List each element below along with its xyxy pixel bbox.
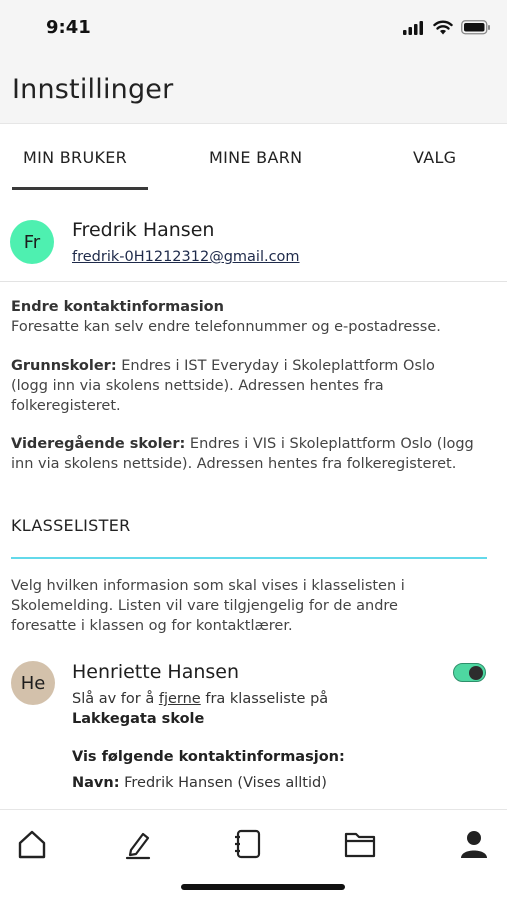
- show-contact-heading-line: [72, 747, 345, 767]
- primary-school-label: Grunnskoler:: [11, 358, 117, 374]
- status-icons: [403, 20, 491, 35]
- contact-info-block: [11, 297, 497, 337]
- battery-icon: [461, 20, 491, 35]
- wifi-icon: [433, 20, 453, 35]
- home-indicator: [181, 884, 345, 890]
- profile-icon[interactable]: [458, 828, 490, 860]
- header: [0, 56, 507, 124]
- tab-mine-barn[interactable]: MINE BARN: [209, 148, 303, 167]
- tab-bar: [0, 124, 507, 192]
- class-list-description: [11, 576, 497, 636]
- folder-icon[interactable]: [344, 828, 376, 860]
- remove-prefix: Slå av for å: [72, 691, 159, 707]
- profile-name: Fredrik Hansen: [72, 219, 215, 241]
- primary-school-text-2: (logg inn via skolens nettside). Adressen hentes fra: [11, 378, 384, 394]
- class-list-description-2: Skolemelding. Listen vil vare tilgjengelig for de andre: [11, 598, 398, 614]
- active-tab-indicator: [12, 187, 148, 190]
- class-list-description-3: foresatte i klassen og for kontaktlærer.: [11, 618, 293, 634]
- contact-info-line: Foresatte kan selv endre telefonnummer og e-postadresse.: [11, 319, 441, 335]
- school-name: Lakkegata skole: [72, 711, 205, 727]
- secondary-school-label: Videregående skoler:: [11, 436, 186, 452]
- secondary-school-info: [11, 434, 497, 474]
- section-title-klasselister: KLASSELISTER: [11, 516, 131, 535]
- status-time: 9:41: [46, 17, 91, 38]
- tab-valg[interactable]: VALG: [413, 148, 457, 167]
- remove-suffix: fra klasseliste på: [200, 691, 329, 707]
- primary-school-text-1: Endres i IST Everyday i Skoleplattform Oslo: [116, 358, 435, 374]
- secondary-school-text-2: inn via skolens nettside). Adressen hentes fra folkeregisteret.: [11, 456, 457, 472]
- show-contact-heading: Vis følgende kontaktinformasjon:: [72, 749, 345, 765]
- school-name-line: [72, 709, 204, 729]
- child-avatar: He: [11, 661, 55, 705]
- primary-school-text-3: folkeregisteret.: [11, 398, 121, 414]
- profile-email-link[interactable]: fredrik-0H1212312@gmail.com: [72, 249, 300, 265]
- remove-link[interactable]: fjerne: [158, 691, 201, 707]
- contact-info-heading: Endre kontaktinformasion: [11, 299, 224, 315]
- contact-name-label: Navn:: [72, 775, 120, 791]
- class-list-toggle[interactable]: [453, 663, 486, 682]
- contact-name-line: [72, 773, 327, 793]
- section-divider: [11, 557, 487, 559]
- tab-min-bruker[interactable]: MIN BRUKER: [23, 148, 128, 167]
- class-list-description-1: Velg hvilken informasion som skal vises i klasselisten i: [11, 578, 405, 594]
- child-name: Henriette Hansen: [72, 661, 240, 683]
- secondary-school-text-1: Endres i VIS i Skoleplattform Oslo (logg: [185, 436, 474, 452]
- remove-from-list-text: [72, 689, 328, 709]
- signal-icon: [403, 21, 425, 35]
- pencil-icon[interactable]: [122, 828, 154, 860]
- toggle-knob: [469, 666, 483, 680]
- page-title: Innstillinger: [12, 74, 174, 105]
- user-profile: [0, 200, 507, 282]
- contact-name-value: Fredrik Hansen (Vises alltid): [119, 775, 327, 791]
- primary-school-info: [11, 356, 497, 416]
- status-bar: [0, 0, 507, 56]
- home-icon[interactable]: [16, 828, 48, 860]
- notebook-icon[interactable]: [232, 828, 264, 860]
- avatar: Fr: [10, 220, 54, 264]
